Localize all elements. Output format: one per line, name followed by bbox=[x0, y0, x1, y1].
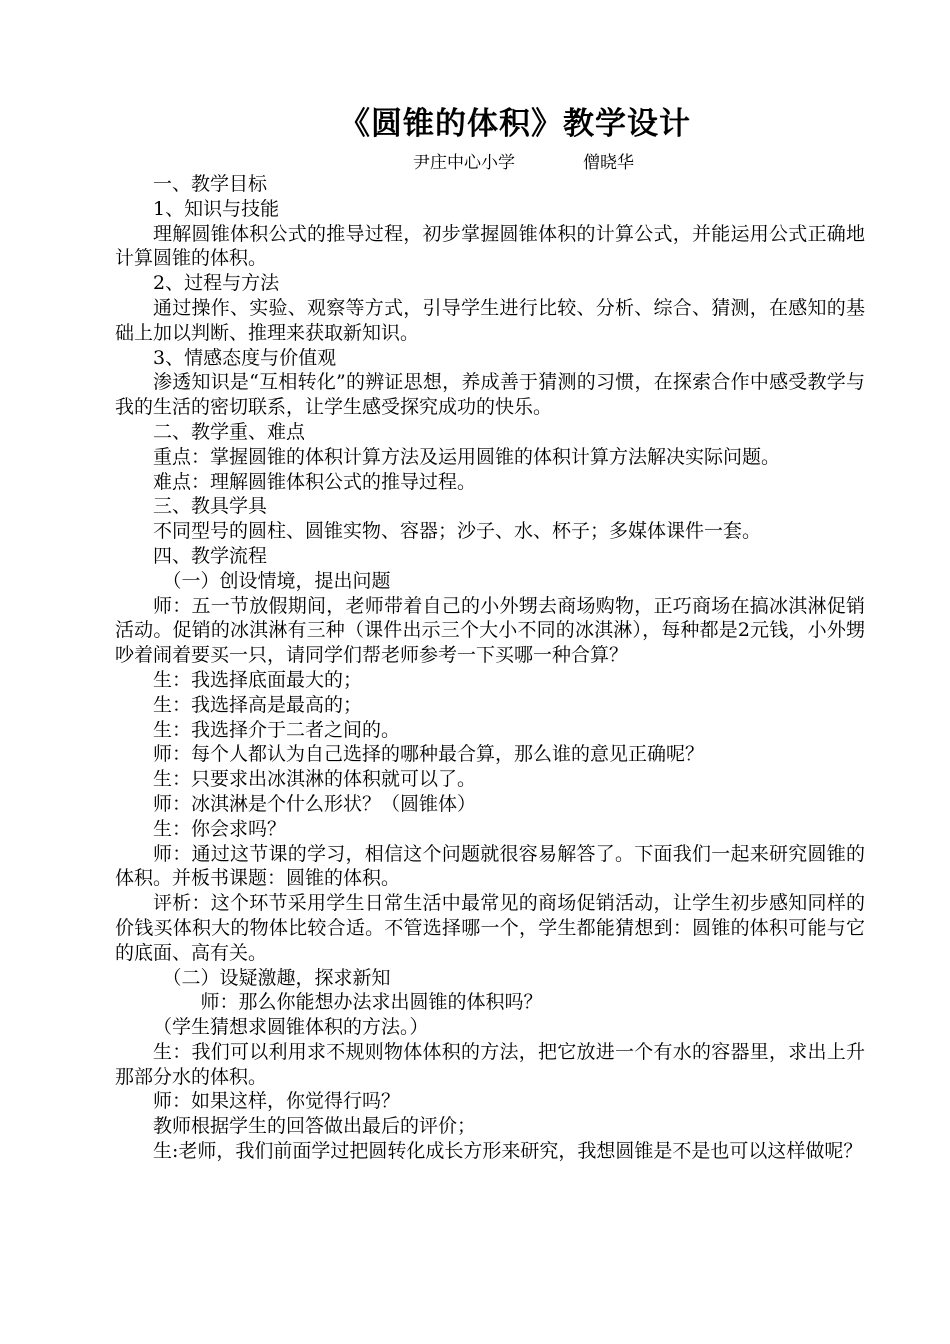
heading-key-points: 二、教学重、难点 bbox=[153, 420, 306, 443]
paragraph: 难点：理解圆锥体积公式的推导过程。 bbox=[153, 470, 477, 493]
dialogue-line: 生：你会求吗？ bbox=[153, 817, 287, 840]
document-body bbox=[115, 172, 865, 1164]
dialogue-line: 师：每个人都认为自己选择的哪种最合算，那么谁的意见正确呢？ bbox=[153, 743, 705, 766]
dialogue-line: 师：五一节放假期间，老师带着自己的小外甥去商场购物，正巧商场在搞冰淇淋促销活动。促销的冰淇淋有三种（课件出示三个大小不同的冰淇淋），每种都是2元钱，小外甥吵着闹着要买一只，请同学们帮老师参考一下买哪一种合算？ bbox=[115, 594, 865, 667]
dialogue-line: 师：冰淇淋是个什么形状？（圆锥体） bbox=[153, 792, 477, 815]
subheading-situation: （一）创设情境，提出问题 bbox=[162, 569, 391, 592]
dialogue-line: 生：只要求出冰淇淋的体积就可以了。 bbox=[153, 768, 477, 791]
subheading-values: 3、情感态度与价值观 bbox=[153, 346, 337, 369]
subheading-process: 2、过程与方法 bbox=[153, 272, 280, 295]
dialogue-line: 生：我们可以利用求不规则物体体积的方法，把它放进一个有水的容器里，求出上升那部分水的体积。 bbox=[115, 1040, 865, 1088]
dialogue-line: 生：我选择底面最大的； bbox=[153, 668, 363, 691]
dialogue-line: 师：那么你能想办法求出圆锥的体积吗？ bbox=[200, 991, 543, 1014]
paragraph: 理解圆锥体积公式的推导过程，初步掌握圆锥体积的计算公式，并能运用公式正确地计算圆锥的体积。 bbox=[115, 222, 865, 270]
dialogue-line: 生：我选择高是最高的； bbox=[153, 693, 363, 716]
commentary: 评析：这个环节采用学生日常生活中最常见的商场促销活动，让学生初步感知同样的价钱买体积大的物体比较合适。不管选择哪一个，学生都能猜想到：圆锥的体积可能与它的底面、高有关。 bbox=[115, 892, 865, 964]
paragraph: 不同型号的圆柱、圆锥实物、容器；沙子、水、杯子；多媒体课件一套。 bbox=[153, 520, 762, 543]
author-name: 僧晓华 bbox=[583, 153, 634, 173]
paragraph: 教师根据学生的回答做出最后的评价； bbox=[153, 1115, 477, 1138]
school-name: 尹庄中心小学 bbox=[413, 153, 515, 173]
stage-note: （学生猜想求圆锥体积的方法。） bbox=[153, 1016, 429, 1039]
paragraph: 通过操作、实验、观察等方式，引导学生进行比较、分析、综合、猜测，在感知的基础上加以判断、推理来获取新知识。 bbox=[115, 296, 865, 344]
heading-teaching-flow: 四、教学流程 bbox=[153, 544, 268, 567]
heading-objectives: 一、教学目标 bbox=[153, 173, 268, 195]
subheading-knowledge: 1、知识与技能 bbox=[153, 197, 280, 220]
paragraph: 重点：掌握圆锥的体积计算方法及运用圆锥的体积计算方法解决实际问题。 bbox=[153, 445, 781, 468]
dialogue-line: 生:老师，我们前面学过把圆转化成长方形来研究，我想圆锥是不是也可以这样做呢？ bbox=[153, 1140, 863, 1163]
dialogue-line: 师：通过这节课的学习，相信这个问题就很容易解答了。下面我们一起来研究圆锥的体积。并板书课题：圆锥的体积。 bbox=[115, 842, 865, 890]
subheading-exploration: （二）设疑激趣，探求新知 bbox=[162, 966, 391, 989]
dialogue-line: 师：如果这样，你觉得行吗？ bbox=[153, 1090, 401, 1113]
dialogue-line: 生：我选择介于二者之间的。 bbox=[153, 718, 401, 741]
document-title: 《圆锥的体积》教学设计 bbox=[339, 106, 691, 142]
heading-materials: 三、教具学具 bbox=[153, 495, 268, 518]
paragraph: 渗透知识是“互相转化”的辨证思想，养成善于猜测的习惯，在探索合作中感受教学与我的生活的密切联系，让学生感受探究成功的快乐。 bbox=[115, 371, 865, 419]
